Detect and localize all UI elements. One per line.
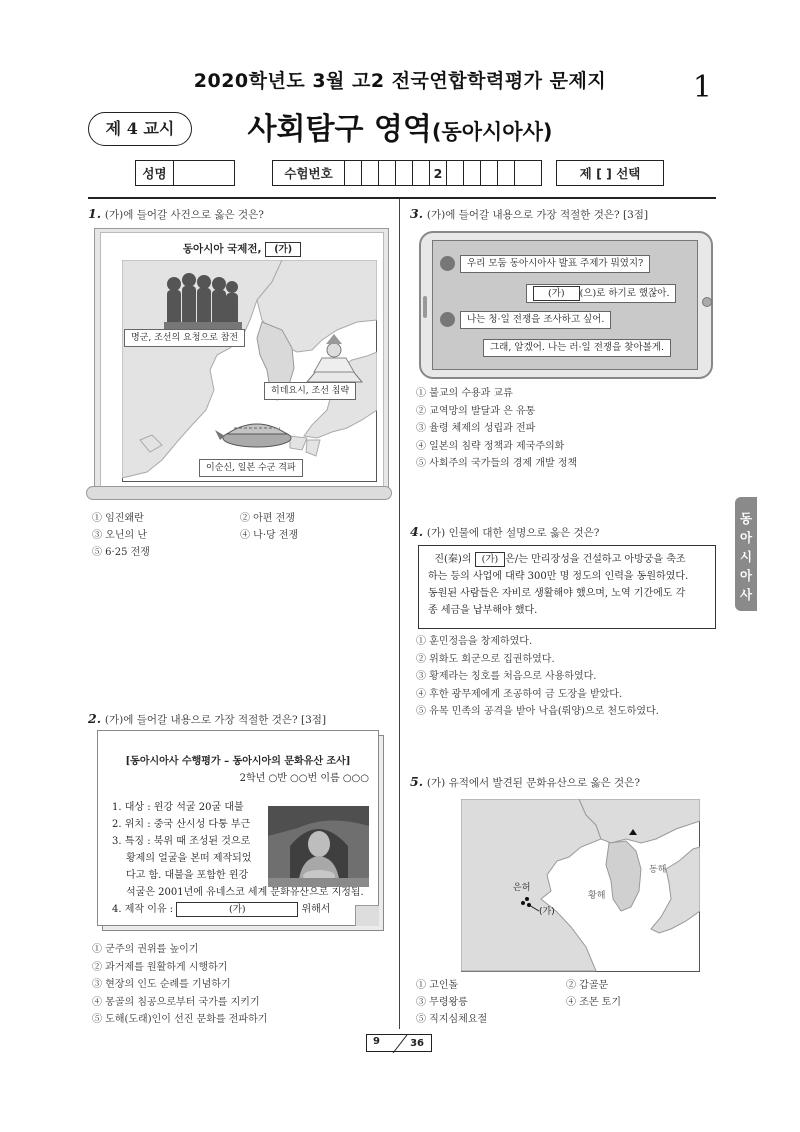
- question-text: (가) 유적에서 발견된 문화유산으로 옳은 것은?: [426, 777, 640, 789]
- card-title: [동아시아사 수행평가 – 동아시아의 문화유산 조사]: [125, 756, 351, 767]
- exam-number-box[interactable]: [396, 161, 413, 185]
- chat-message-4: 그래, 알겠어. 나는 러·일 전쟁을 찾아볼게.: [483, 339, 671, 357]
- choice-1[interactable]: ① 군주의 권위를 높이기: [92, 944, 199, 955]
- ming-soldiers-illustration: [164, 273, 242, 330]
- question-5-stem: [410, 774, 640, 790]
- passage-blank: (가): [475, 552, 506, 567]
- question-3-choices: [416, 385, 577, 473]
- exam-number-box[interactable]: [413, 161, 430, 185]
- choice-2[interactable]: ② 과거제를 원활하게 시행하기: [92, 961, 228, 973]
- choice-4[interactable]: ④ 나·당 전쟁: [240, 530, 299, 541]
- choice-3[interactable]: ③ 무령왕릉: [416, 997, 468, 1008]
- selection-label: 제 [ ] 선택: [579, 166, 641, 181]
- chat-message-3: 나는 청·일 전쟁을 조사하고 싶어.: [460, 311, 611, 329]
- card-line-3b: 황제의 얼굴을 본떠 제작되었: [126, 853, 252, 864]
- map-title-blank: (가): [265, 242, 301, 257]
- choice-5[interactable]: ⑤ 직지심체요절: [416, 1014, 488, 1025]
- question-number: 4.: [410, 524, 424, 539]
- name-field[interactable]: [135, 160, 235, 186]
- column-divider: [399, 199, 400, 1029]
- choice-2[interactable]: ② 아편 전쟁: [240, 513, 295, 524]
- card-line-1: 1. 대상 : 윈강 석굴 20굴 대불: [112, 802, 244, 813]
- card-line-2: 2. 위치 : 중국 산시성 다퉁 부근: [112, 819, 251, 830]
- subject-title: [0, 104, 800, 148]
- card-line-3c: 다고 함. 대불을 포함한 윈강: [126, 870, 249, 881]
- label-hideyoshi: 히데요시, 조선 침략: [264, 382, 356, 400]
- page-counter-total: 36: [410, 1038, 424, 1049]
- question-4-choices: [416, 633, 659, 721]
- choice-1[interactable]: ① 임진왜란: [92, 513, 144, 524]
- question-1-stem: [88, 206, 264, 222]
- subject-main: 사회탐구 영역: [247, 112, 432, 147]
- question-4-stem: [410, 524, 599, 540]
- question-text: (가)에 들어갈 내용으로 가장 적절한 것은? [3점]: [426, 209, 649, 221]
- choice-3[interactable]: ③ 현장의 인도 순례를 기념하기: [92, 979, 231, 990]
- question-number: 5.: [410, 774, 424, 789]
- exam-title: 2020학년도 3월 고2 전국연합학력평가 문제지: [193, 70, 607, 92]
- label-ming-army: 명군, 조선의 요청으로 참전: [124, 329, 245, 347]
- header-rule: [88, 197, 716, 199]
- selection-field[interactable]: [556, 160, 664, 186]
- passage-box: [418, 545, 716, 629]
- avatar: [440, 256, 455, 271]
- avatar: [440, 312, 455, 327]
- choice-1[interactable]: ① 훈민정음을 창제하였다.: [416, 636, 533, 647]
- choice-5[interactable]: ⑤ 유목 민족의 공격을 받아 낙읍(뤄양)으로 천도하였다.: [416, 706, 659, 717]
- exam-number-box[interactable]: [379, 161, 396, 185]
- exam-number-box[interactable]: [481, 161, 498, 185]
- question-text: (가)에 들어갈 내용으로 가장 적절한 것은? [3점]: [104, 714, 327, 726]
- exam-number-digit: 2: [430, 161, 447, 185]
- page-number: 1: [692, 70, 712, 105]
- east-asia-war-map: [122, 260, 377, 482]
- choice-4[interactable]: ④ 조몬 토기: [566, 997, 621, 1008]
- card-line-3d: 석굴은 2001년에 유네스코 세계 문화유산으로 지정됨.: [126, 887, 364, 898]
- map-label-yellow-sea: 황해: [588, 891, 606, 901]
- chat-blank: (가): [533, 286, 580, 301]
- page-counter: [366, 1034, 432, 1052]
- question-number: 2.: [88, 711, 102, 726]
- choice-1[interactable]: ① 고인돌: [416, 980, 459, 991]
- exam-number-label: 수험번호: [273, 161, 345, 185]
- chat-message-1: 우리 모둠 동아시아사 발표 주제가 뭐였지?: [460, 255, 650, 273]
- question-text: (가)에 들어갈 사건으로 옳은 것은?: [104, 209, 264, 221]
- question-number: 1.: [88, 206, 102, 221]
- name-label: 성명: [136, 161, 174, 185]
- choice-5[interactable]: ⑤ 도해(도래)인이 선진 문화를 전파하기: [92, 1014, 268, 1025]
- map-label-yinxu: 은허: [513, 883, 531, 893]
- exam-number-box[interactable]: [362, 161, 379, 185]
- tablet-button: [702, 297, 712, 307]
- choice-3[interactable]: ③ 율령 체제의 성립과 전파: [416, 423, 536, 434]
- name-input[interactable]: [174, 161, 234, 185]
- question-number: 3.: [410, 206, 424, 221]
- exam-number-box[interactable]: [345, 161, 362, 185]
- card-student: 2학년 ○반 ○○번 이름 ○○○: [239, 773, 369, 784]
- passage-line-4: 종 세금을 납부해야 했다.: [428, 605, 538, 616]
- subject-sub: (동아시아사): [431, 120, 553, 144]
- page-counter-current: 9: [373, 1036, 380, 1047]
- exam-number-field[interactable]: [272, 160, 542, 186]
- exam-number-box[interactable]: [447, 161, 464, 185]
- yungang-buddha-photo: [268, 806, 369, 887]
- card-line-3a: 3. 특징 : 북위 때 조성된 것으로: [112, 836, 251, 847]
- map-label-east-sea: 동해: [649, 865, 667, 875]
- choice-1[interactable]: ① 불교의 수용과 교류: [416, 388, 513, 399]
- exam-number-box[interactable]: [464, 161, 481, 185]
- choice-2[interactable]: ② 갑골문: [566, 980, 609, 991]
- shang-site-map: [461, 799, 700, 972]
- tablet-home-slot: [423, 296, 427, 318]
- choice-2[interactable]: ② 위화도 회군으로 집권하였다.: [416, 653, 555, 665]
- period-badge: 제 4 교시: [88, 112, 192, 146]
- passage-line-1: 진(秦)의 (가) 은/는 만리장성을 건설하고 아방궁을 축조: [434, 554, 686, 565]
- map-label-ga: (가): [539, 907, 555, 917]
- question-text: (가) 인물에 대한 설명으로 옳은 것은?: [426, 527, 600, 539]
- map-title: [100, 241, 384, 257]
- question-2-stem: [88, 711, 326, 727]
- choice-4[interactable]: ④ 후한 광무제에게 조공하여 금 도장을 받았다.: [416, 688, 623, 700]
- passage-line-3: 동원된 사람들은 자비로 생활해야 했으며, 노역 기간에도 각: [428, 588, 686, 599]
- choice-5[interactable]: ⑤ 6·25 전쟁: [92, 547, 150, 558]
- passage-line-2: 하는 등의 사업에 대략 300만 명 정도의 인력을 동원하였다.: [428, 571, 689, 582]
- subject-side-tab: 동아시아사: [735, 497, 757, 611]
- choice-4[interactable]: ④ 몽골의 침공으로부터 국가를 지키기: [92, 996, 260, 1008]
- card-line-4: 4. 제작 이유 : (가) 위해서: [112, 904, 331, 915]
- exam-number-box[interactable]: [498, 161, 515, 185]
- label-yi-sun-sin: 이순신, 일본 수군 격파: [199, 459, 303, 477]
- map-title-text: 동아시아 국제전,: [182, 243, 262, 255]
- card-blank: (가): [176, 902, 298, 917]
- choice-4[interactable]: ④ 일본의 침략 정책과 제국주의화: [416, 440, 565, 452]
- question-2-choices: [92, 941, 267, 1029]
- book-roll: [86, 486, 392, 500]
- choice-3[interactable]: ③ 오닌의 난: [92, 530, 147, 541]
- choice-3[interactable]: ③ 황제라는 칭호를 처음으로 사용하였다.: [416, 671, 597, 682]
- choice-2[interactable]: ② 교역망의 발달과 은 유통: [416, 405, 536, 417]
- choice-5[interactable]: ⑤ 사회주의 국가들의 경제 개발 정책: [416, 458, 578, 469]
- question-3-stem: [410, 206, 648, 222]
- exam-number-box[interactable]: [515, 161, 541, 185]
- chat-message-2: (가) (으)로 하기로 했잖아.: [526, 284, 676, 303]
